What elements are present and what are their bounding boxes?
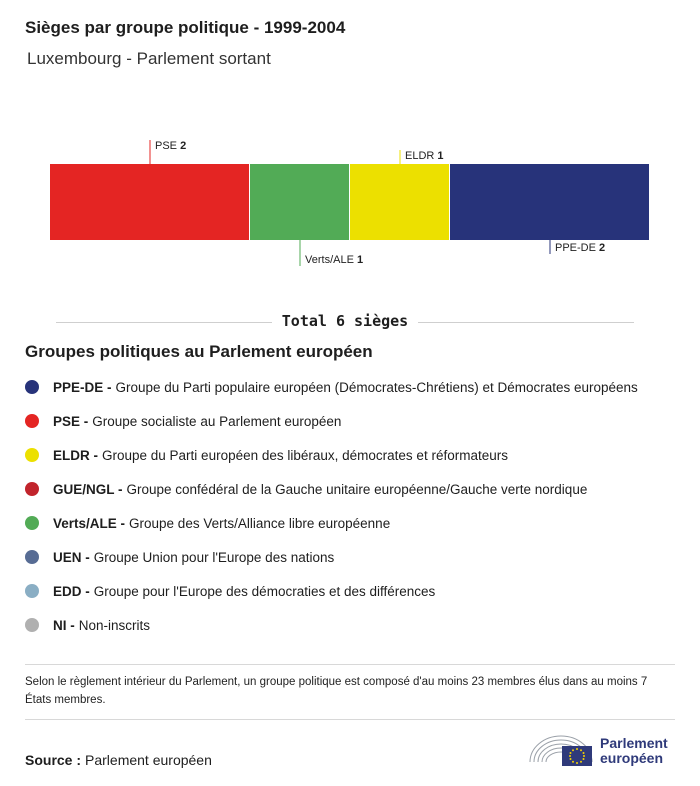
legend-abbr: ELDR - — [53, 447, 98, 463]
chart-subtitle: Luxembourg - Parlement sortant — [27, 49, 271, 68]
hemicycle-icon — [528, 728, 594, 768]
legend-abbr: EDD - — [53, 583, 90, 599]
legend-desc: Groupe confédéral de la Gauche unitaire européenne/Gauche verte nordique — [126, 481, 588, 497]
legend-dot — [25, 618, 39, 632]
legend-desc: Non-inscrits — [78, 617, 151, 633]
legend-abbr: Verts/ALE - — [53, 515, 126, 531]
legend-item — [25, 574, 638, 608]
data-label: ELDR 1 — [405, 150, 444, 162]
legend-dot — [25, 516, 39, 530]
legend-abbr: NI - — [53, 617, 75, 633]
legend-dot — [25, 584, 39, 598]
source-line — [25, 752, 212, 768]
bar-segment-ppe-de — [450, 164, 649, 240]
legend-dot — [25, 414, 39, 428]
legend-item — [25, 540, 638, 574]
legend-dot — [25, 380, 39, 394]
data-label: PPE-DE 2 — [555, 242, 606, 254]
legend-item — [25, 370, 638, 404]
legend-dot — [25, 448, 39, 462]
source-value: Parlement européen — [85, 752, 212, 768]
total-label: Total 6 sièges — [272, 312, 418, 330]
legend-item — [25, 472, 638, 506]
legend-list — [25, 370, 638, 642]
data-label: PSE 2 — [155, 140, 187, 152]
legend-dot — [25, 482, 39, 496]
legend-desc: Groupe pour l'Europe des démocraties et des différences — [93, 583, 436, 599]
legend-abbr: UEN - — [53, 549, 90, 565]
footnote: Selon le règlement intérieur du Parlement, un groupe politique est composé d'au moins 23 membres élus dans au moins 7 États membres. — [25, 664, 675, 720]
legend-title: Groupes politiques au Parlement européen — [25, 342, 373, 361]
legend-item — [25, 438, 638, 472]
logo-line2: européen — [600, 750, 664, 766]
legend-desc: Groupe des Verts/Alliance libre européenne — [129, 515, 391, 531]
legend-desc: Groupe socialiste au Parlement européen — [92, 413, 342, 429]
legend-desc: Groupe du Parti européen des libéraux, démocrates et réformateurs — [102, 447, 508, 463]
bar-segment-eldr — [350, 164, 449, 240]
european-parliament-logo — [528, 728, 678, 770]
legend-item — [25, 608, 638, 642]
seat-bar-chart — [0, 120, 700, 280]
legend-dot — [25, 550, 39, 564]
data-label: Verts/ALE 1 — [305, 254, 364, 266]
logo-line1: Parlement — [600, 735, 668, 751]
bar-segment-pse — [50, 164, 249, 240]
bar-segment-verts-ale — [250, 164, 349, 240]
legend-desc: Groupe Union pour l'Europe des nations — [93, 549, 335, 565]
legend-abbr: PPE-DE - — [53, 379, 112, 395]
legend-item — [25, 506, 638, 540]
chart-title: Sièges par groupe politique - 1999-2004 — [25, 18, 346, 37]
legend-abbr: PSE - — [53, 413, 89, 429]
source-label: Source : — [25, 752, 82, 768]
legend-item — [25, 404, 638, 438]
legend-desc: Groupe du Parti populaire européen (Démocrates-Chrétiens) et Démocrates européens — [115, 379, 638, 395]
total-seats — [56, 312, 634, 334]
legend-abbr: GUE/NGL - — [53, 481, 123, 497]
